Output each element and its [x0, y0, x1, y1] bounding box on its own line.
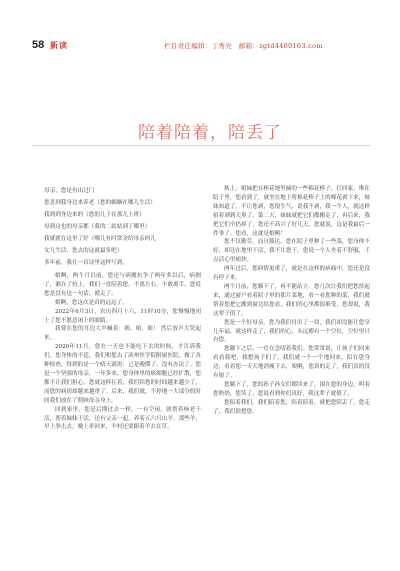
body-paragraph: 您躺下了，您的孙子孙女们都回来了，围在您的身边，叫着您奶奶，您笑了，您说看到你们真好，我这辈子就值了。: [213, 381, 370, 397]
body-paragraph: 您不仅勤劳，而且豁达。您在院子里种了一些菜，您身体不好，却还在地里干活，我不让您干，您说一个人坐着不舒服，干点活心里痛快。: [213, 239, 370, 264]
body-paragraph: 两年过后，您病情更重了，就是在这样的病痛中，您还是没有停下来。: [213, 266, 370, 282]
page-number: 58: [32, 39, 45, 51]
body-paragraph: 您是一个好母亲。您为我们付出了一切，我们却没能让您享几年福，就这样走了，我们的心，永远都有一个空位，空位里只有您。: [213, 319, 370, 344]
poem-line: 母亲，您是有出过门: [44, 188, 95, 194]
body-paragraph: 回到家里，您是后期过去一样，一有空闲，就帮着杨老干活，帮着妹妹干活，还有父亲一起，养着五六只山羊。那些羊，早上拳击去，晚上牵回来，羊村还要跟着羊去在草。: [44, 406, 201, 431]
article-title: 陪着陪着，陪丢了: [138, 123, 282, 143]
poem-line: 我到到身边来的（您的儿子在那儿上班）: [44, 212, 145, 218]
poem-line: 多年前，我在一首诗里这样写到。: [44, 260, 128, 266]
body-paragraph: 我要在您的耳边大声喊着：娘、娘、娘！ 然后放声大哭起来。: [44, 326, 201, 342]
body-paragraph: 2022年6月3日，农历四月十六，11时10分，您慢慢地闭上了您不愿意闭上的眼睛。: [44, 308, 201, 324]
left-column: [44, 185, 201, 432]
section-label: 新读: [50, 40, 68, 50]
poem-line: 您喜到我身边来养老（您的姻姻在哪儿生活）: [44, 200, 156, 206]
poem-line: 母到这也的母亲都（我的二姑姑到了哪里）: [44, 224, 151, 230]
poem-line: 女儿生活，您去的这就最多吧）: [44, 248, 123, 254]
title-divider: [32, 145, 370, 146]
body-paragraph: 两个月前，您躺下了，再不能站立。您几次让我们把您扶起来，通过窗户看着院子里的那片菜地，看一看您种的菜，我们就帮着您把它搬到窗边给您看，我们的心里都很难受，您却说，我这辈子值了。: [213, 283, 370, 317]
body-paragraph: 您陪着我们，我们陪着您，陪着陪着，就把您陪丢了。您走了，我们很想您。: [213, 399, 370, 415]
editor-info: 栏目责任编辑：丁秀亮 邮箱：zgtd4400163.com: [164, 42, 323, 50]
body-paragraph: 娘啊，两个月以前，您还与病魔抗争了两年多以后，病倒了，躺在了炕上。我们一直陪着您，不离左右，不敢离手，您说您是没有这一句话，就走了。: [44, 273, 201, 297]
body-paragraph: 您躺下之后，一直在念叨着我们。您常常说，让孩子们回来看看我吧，我想孩子们了。我们就一个一个地回来，陪在您身边，看着您一天天地消瘦下去，娘啊，您真的走了，我们真的没有娘了。: [213, 346, 370, 380]
right-column: [213, 185, 370, 417]
body-paragraph: 2020年11月，您在一天也不能吃下去的时候，才告诉我们，您身体的不适，我们和您去了滨州医学院附属医院，做了各种检查，得到的是一个晴天霹雳：已是晚期了，没有办法了。您是一个坚强的母亲，一年多来，您身体里的癌细胞已经扩散，您都不让我们担心，您就这样扛着，我们陪您的时间越来越少了，而您的病情却越来越重了。后来，我们就，不停地一大部分的时间我们放在了照顾母亲身上。: [44, 344, 201, 404]
page-header: [0, 0, 400, 60]
poem-line: 我就就在这里了好（哪儿有时常金给母亲的儿: [44, 236, 156, 242]
body-paragraph: 秋上，娘妹把在棒花地里摘的一些棉花棒子，扛回家，堆在院子里，您看到了，就坐在地上将棉花棒子上的棉花剥下来，妹妹知道了，不让您剥，您很生气，说我不剥，我一个人，就这样抬着剥到天黑了。第二天，妹妹就把它们都搬走了，再后来，我把它们全扔掉了，您还不高兴了好几天，您就说，这是我最后一件事了。您看，这就是娘啊！: [213, 186, 370, 237]
body-paragraph: 娘啊，您这次是真的远远了。: [55, 299, 128, 306]
